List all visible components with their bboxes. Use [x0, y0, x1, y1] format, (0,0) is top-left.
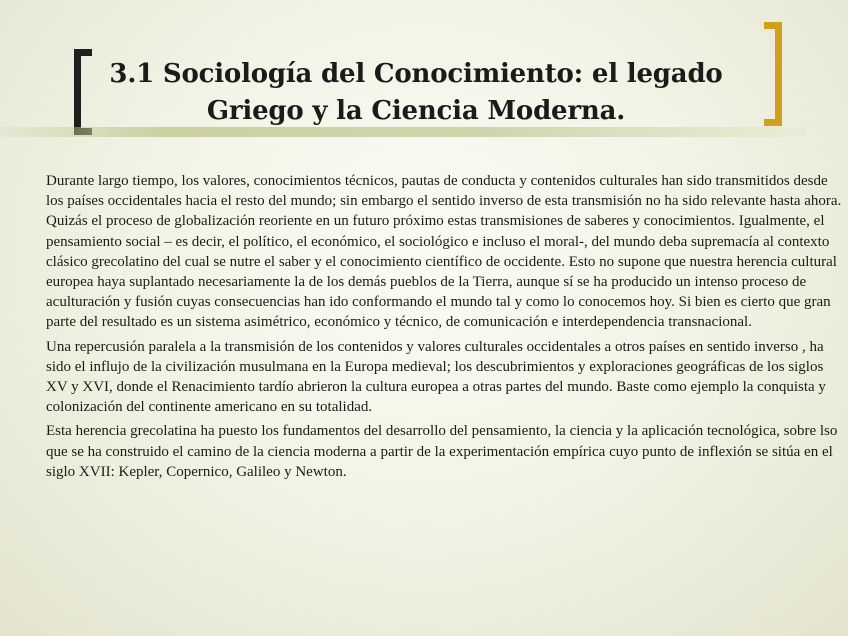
slide-title	[96, 56, 736, 130]
paragraph-1: Durante largo tiempo, los valores, conocimientos técnicos, pautas de conducta y contenidos culturales han sido transmitidos desde los países occidentales hacia el resto del mundo; sin embargo el sentido inverso de esta transmisión no ha sido relevante hasta ahora. Quizás el proceso de globalización reoriente en un futuro próximo estas transmisiones de saberes y conocimientos. Igualmente, el pensamiento social – es decir, el político, el económico, el sociológico e incluso el moral-, del mundo deba supremacía al contexto clásico grecolatino del cual se nutre el saber y el conocimiento científico de occidente. Esto no supone que nuestra herencia cultural europea haya suplantado necesariamente la de los demás pueblos de la Tierra, aunque sí se ha producido un intenso proceso de aculturación y fusión cuyas consecuencias han ido conformando el mundo tal y como lo conocemos hoy. Si bien es cierto que gran parte del resultado es un sistema asimétrico, económico y técnico, de comunicación e interdependencia transnacional.	[46, 173, 842, 331]
slide-body	[46, 171, 842, 486]
right-bracket-decoration	[764, 22, 782, 126]
title-line-2: Griego y la Ciencia Moderna.	[206, 96, 626, 126]
left-bracket-decoration	[74, 49, 92, 135]
paragraph-3: Esta herencia grecolatina ha puesto los fundamentos del desarrollo del pensamiento, la ciencia y la aplicación tecnológica, sobre lso que se ha construido el camino de la ciencia moderna a partir de la experimentación empírica cuyo punto de inflexión se sitúa en el siglo XVII: Kepler, Copernico, Galileo y Newton.	[46, 423, 838, 480]
title-line-1: 3.1 Sociología del Conocimiento: el legado	[109, 59, 723, 89]
paragraph-2: Una repercusión paralela a la transmisión de los contenidos y valores culturales occidentales a otros países en sentido inverso , ha sido el influjo de la civilización musulmana en la Europa medieval; los descubrimientos y exploraciones geográficas de los siglos XV y XVI, donde el Renacimiento tardío abrieron la cultura europea a otras partes del mundo. Baste como ejemplo la conquista y colonización del continente americano en su totalidad.	[46, 338, 826, 416]
